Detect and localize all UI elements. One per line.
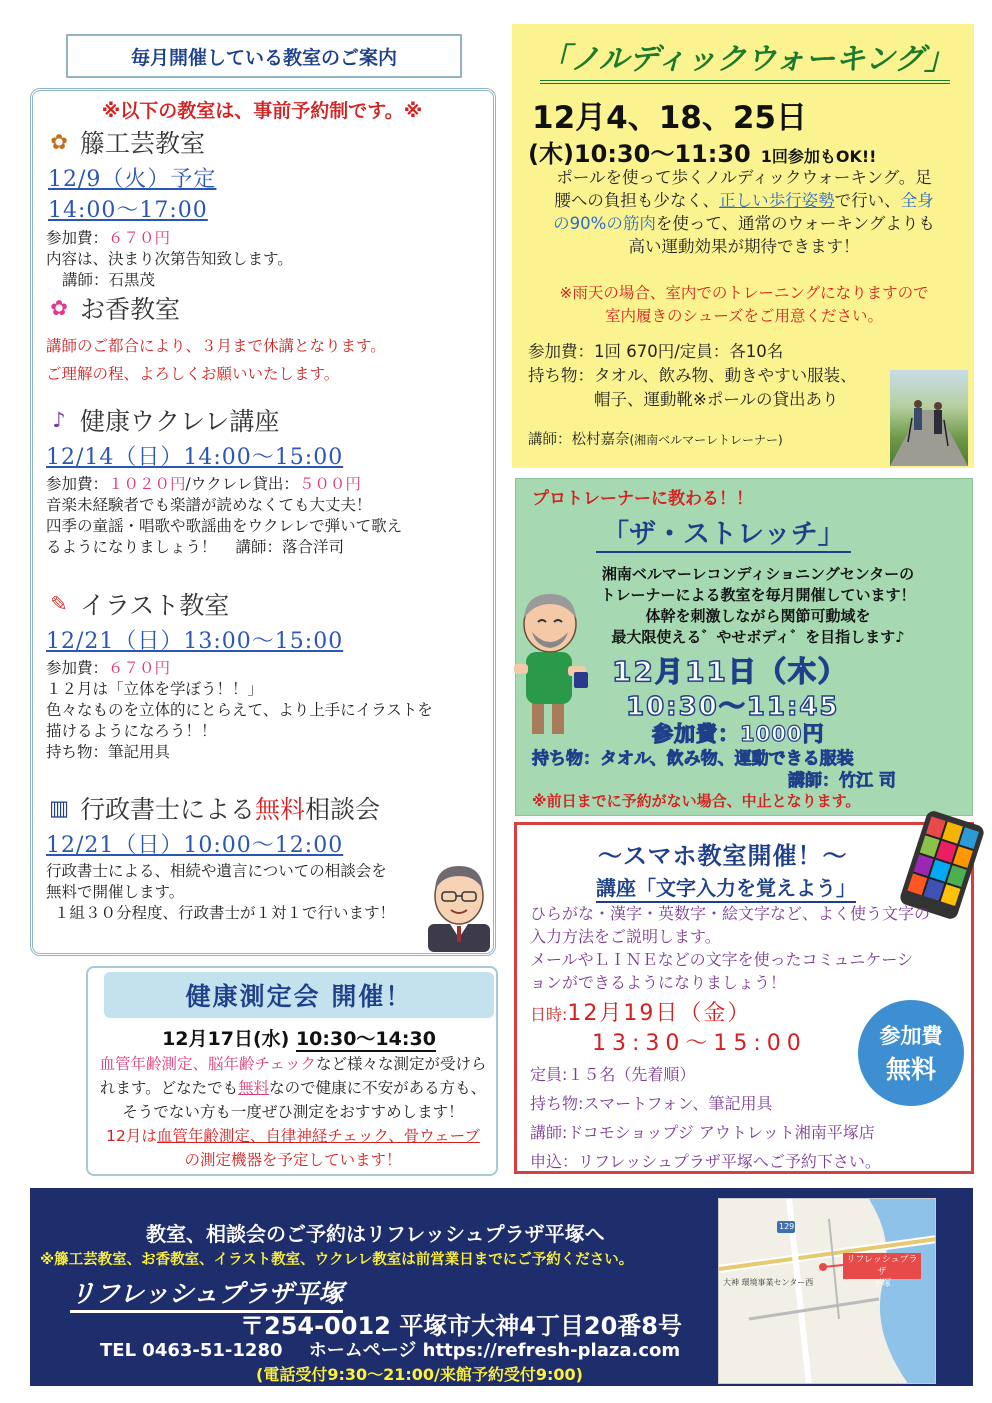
map-facility-label	[845, 1254, 919, 1290]
stretch-desc-line2: トレーナーによる教室を毎月開催しています！	[600, 586, 916, 604]
consult-desc-line1: 行政書士による、相続や遺言についての相談会を	[46, 862, 387, 880]
map-label-line1: リフレッシュプラザ	[846, 1255, 918, 1277]
health-desc-text: 12月は	[106, 1127, 157, 1145]
smartphone-instructor: 講師:ドコモショップジ アウトレット湘南平塚店	[530, 1123, 875, 1142]
nordic-items-line1: 持ち物：タオル、飲み物、動きやすい服装、	[528, 366, 857, 385]
smartphone-date-value: 12月19日（金）	[567, 1001, 752, 1026]
map-station-label: 大神 環境事業センター西	[723, 1278, 814, 1287]
footer-tel: TEL 0463-51-1280	[100, 1340, 283, 1361]
advisor-illustration	[424, 852, 494, 952]
map-label-line2: 平塚	[872, 1279, 891, 1289]
ukulele-desc-text: るようになりましょう！	[46, 538, 217, 556]
health-measurement-title: 健康測定会 開催！	[104, 972, 494, 1018]
nordic-note-line2: 室内履きのシューズをご用意ください。	[605, 307, 883, 325]
health-desc-line3: そうでない方も一度ぜひ測定をおすすめします！	[122, 1103, 464, 1121]
fee-value: ６７０円	[108, 659, 171, 677]
stretch-desc-line3: 体幹を刺激しながら関節可動域を	[645, 607, 871, 625]
consult-name-pre: 行政書士による	[80, 795, 256, 824]
illust-desc-line1: 色々なものを立体的にとらえて、より上手にイラストを	[46, 701, 433, 719]
fee-label: 参加費：	[46, 229, 109, 247]
nordic-walking-title: 「ノルディックウォーキング」	[540, 34, 950, 84]
smartphone-class-description	[530, 902, 960, 994]
illust-class-date: 12/21（日）13:00〜15:00	[46, 629, 344, 654]
nordic-note-line1: ※雨天の場合、室内でのトレーニングになりますので	[559, 284, 929, 302]
consult-block	[46, 790, 486, 924]
consult-name	[80, 790, 380, 826]
nordic-fee: 参加費：1回 670円/定員：各10名	[528, 342, 784, 361]
badge-line1: 参加費	[879, 1024, 943, 1048]
nordic-walking-description	[528, 166, 960, 258]
stretch-title: 「ザ・ストレッチ」	[596, 512, 851, 553]
ukulele-instructor: 講師：落合洋司	[235, 538, 344, 556]
nordic-rain-note	[528, 282, 960, 328]
footer-hours: (電話受付9:30〜21:00/来館予約受付9:00)	[256, 1365, 583, 1384]
flower-pink-icon: ✿	[50, 296, 68, 320]
nordic-desc-highlight: 全身	[900, 191, 934, 210]
illust-class-fee	[46, 658, 486, 679]
health-desc-free: 無料	[238, 1079, 270, 1097]
smartphone-capacity: 定員:１５名（先着順）	[530, 1065, 696, 1084]
ukulele-desc-line1: 音楽未経験者でも楽譜が読めなくても大丈夫！	[46, 496, 372, 514]
stretch-items: 持ち物：タオル、飲み物、運動できる服装	[532, 749, 854, 769]
smartphone-desc-line4: ョンができるようになりましょう！	[530, 973, 787, 992]
footer-reservation-note: ※籐工芸教室、お香教室、イラスト教室、ウクレレ教室は前営業日までにご予約ください。	[40, 1252, 634, 1268]
incense-class-name: お香教室	[80, 295, 181, 324]
nordic-walking-dates: 12月4、18、25日	[532, 100, 807, 136]
rattan-class-time: 14:00〜17:00	[48, 198, 208, 223]
smartphone-class-subtitle: 講座「文字入力を覚えよう」	[596, 872, 856, 903]
health-desc-text: など様々な測定が受けら	[316, 1055, 487, 1073]
rattan-class-block	[46, 124, 486, 291]
footer-reservation-heading: 教室、相談会のご予約はリフレッシュプラザ平塚へ	[146, 1222, 605, 1246]
smartphone-desc-line3: メールやＬＩＮＥなどの文字を使ったコミュニケーシ	[530, 950, 914, 969]
nordic-desc-highlight: 正しい歩行姿勢	[719, 191, 835, 210]
illust-items: 持ち物：筆記用具	[46, 743, 171, 761]
incense-notice-line1: 講師のご都合により、３月まで休講となります。	[46, 337, 386, 355]
nordic-items-line2: 帽子、運動靴※ポールの貸出あり	[594, 390, 839, 409]
smartphone-apply: 申込：リフレッシュプラザ平塚へご予約下さい。	[530, 1152, 881, 1171]
illust-desc-line2: 描けるようになろう！！	[46, 722, 217, 740]
illust-theme: １２月は「立体を学ぼう！！」	[46, 680, 264, 698]
ukulele-class-date: 12/14（日）14:00〜15:00	[46, 445, 344, 470]
ukulele-class-heading	[46, 402, 486, 438]
footer-address: 〒254-0012 平塚市大神4丁目20番8号	[240, 1312, 683, 1340]
smartphone-class-time: 13:30〜15:00	[592, 1031, 807, 1056]
consult-heading	[46, 790, 486, 826]
badge-line2: 無料	[885, 1055, 936, 1084]
guitar-icon: ♪	[52, 408, 66, 432]
consult-name-free: 無料	[255, 795, 306, 824]
ukulele-class-name: 健康ウクレレ講座	[80, 407, 280, 436]
fee-value: １０２０円	[108, 475, 186, 493]
free-admission-badge	[858, 1000, 964, 1106]
illust-class-block	[46, 586, 486, 763]
nordic-instructor-name: 講師：松村嘉奈	[528, 432, 630, 448]
smartphone-class-info	[530, 1060, 881, 1176]
walking-photo	[890, 370, 968, 466]
ukulele-desc-line3	[46, 537, 486, 558]
fee-label: 参加費：	[46, 659, 109, 677]
health-desc-line1	[92, 1052, 494, 1076]
nordic-desc-line4: 高い運動効果が期待できます！	[628, 237, 860, 256]
stretch-date: 12月11日（木）	[612, 655, 848, 688]
ukulele-class-fee	[46, 474, 486, 495]
nordic-desc-highlight: の90%の筋肉	[553, 214, 656, 233]
illust-class-name: イラスト教室	[80, 591, 230, 620]
health-desc-text: なので健康に不安がある方も、	[269, 1079, 487, 1097]
books-icon: ▥	[49, 796, 69, 820]
health-desc-line5: の測定機器を予定しています！	[184, 1151, 402, 1169]
incense-class-heading	[46, 290, 486, 326]
stretch-fee: 参加費：1000円	[652, 722, 825, 746]
consult-name-post: 相談会	[305, 795, 381, 824]
nordic-desc-line3	[528, 212, 960, 235]
nordic-time-value: (木)10:30〜11:30	[528, 140, 751, 168]
incense-notice-line2: ご理解の程、よろしくお願いいたします。	[46, 365, 340, 383]
nordic-instructor	[528, 428, 783, 449]
consult-date: 12/21（日）10:00〜12:00	[46, 833, 344, 858]
health-time-value: 10:30〜14:30	[295, 1028, 436, 1050]
nordic-desc-text: で行い、	[834, 191, 901, 210]
rattan-class-date: 12/9（火）予定	[48, 167, 217, 192]
rattan-class-content: 内容は、決まり次第告知致します。	[46, 250, 293, 268]
stretch-description	[590, 564, 926, 648]
consult-desc-line3: １組３０分程度、行政書士が１対１で行います！	[54, 904, 396, 922]
incense-class-block	[46, 290, 486, 384]
ukulele-class-block	[46, 402, 486, 558]
nordic-walking-time	[528, 134, 876, 169]
footer-homepage-link[interactable]: ホームページ https://refresh-plaza.com	[308, 1340, 681, 1361]
health-desc-devices: 血管年齢測定、自律神経チェック、骨ウェーブ	[156, 1127, 480, 1145]
nordic-desc-text: を使って、通常のウォーキングよりも	[655, 214, 935, 233]
reservation-note: ※以下の教室は、事前予約制です。※	[101, 100, 423, 122]
flower-icon: ✿	[50, 130, 68, 154]
rattan-class-instructor: 講師：石黒茂	[62, 271, 156, 289]
health-desc-line4	[92, 1124, 494, 1148]
illust-class-heading	[46, 586, 486, 622]
fee-label: 参加費：	[46, 475, 109, 493]
pencil-icon: ✎	[50, 592, 68, 616]
stretch-desc-line1: 湘南ベルマーレコンディショニングセンターの	[601, 565, 915, 583]
nordic-desc-line2	[528, 189, 960, 212]
rattan-class-heading	[46, 124, 486, 160]
nordic-desc-line1: ポールを使って歩くノルディックウォーキング。足	[556, 168, 932, 187]
stretch-time: 10:30〜11:45	[626, 692, 840, 722]
classes-section-title: 毎月開催している教室のご案内	[66, 34, 462, 78]
footer-contact	[100, 1336, 680, 1362]
access-map	[718, 1198, 936, 1384]
rattan-class-name: 籐工芸教室	[80, 129, 206, 158]
smartphone-desc-line2: 入力方法をご説明します。	[530, 927, 721, 946]
stretch-cancel-note: ※前日までに予約がない場合、中止となります。	[532, 792, 861, 810]
health-date-value: 12月17日(水)	[162, 1028, 296, 1050]
health-measurement-date	[104, 1024, 494, 1051]
health-desc-text: れます。どなたでも	[99, 1079, 239, 1097]
ukulele-desc-line2: 四季の童謡・唱歌や歌謡曲をウクレレで弾いて歌え	[46, 517, 403, 535]
footer-facility-name: リフレッシュプラザ平塚	[70, 1274, 343, 1313]
nordic-walking-info	[528, 340, 857, 412]
smartphone-date-label: 日時:	[530, 1005, 568, 1024]
map-route-label: 129	[779, 1222, 795, 1231]
stretch-tagline: プロトレーナーに教わる！！	[532, 489, 753, 509]
stretch-desc-line4: 最大限使える゛やせボディ゛を目指します♪	[611, 628, 905, 646]
rental-label: /ウクレレ貸出：	[185, 475, 299, 493]
consult-desc-line2: 無料で開催します。	[46, 883, 185, 901]
trainer-illustration	[512, 588, 592, 738]
smartphone-desc-line1: ひらがな・漢字・英数字・絵文字など、よく使う文字の	[530, 904, 931, 923]
nordic-instructor-org: (湘南ベルマーレトレーナー)	[629, 433, 783, 447]
nordic-once-ok: 1回参加もOK!!	[760, 147, 877, 166]
fee-value: ６７０円	[108, 229, 171, 247]
health-desc-highlight: 血管年齢測定、脳年齢チェック	[99, 1055, 317, 1073]
smartphone-items: 持ち物:スマートフォン、筆記用具	[530, 1094, 773, 1113]
smartphone-class-title: 〜スマホ教室開催！〜	[598, 842, 848, 870]
health-measurement-description	[92, 1052, 494, 1172]
rental-value: ５００円	[298, 475, 361, 493]
health-desc-line2	[92, 1076, 494, 1100]
nordic-desc-text: 腰への負担も少なく、	[554, 191, 720, 210]
rattan-class-fee	[46, 228, 486, 249]
smartphone-class-date	[530, 996, 751, 1027]
stretch-instructor: 講師：竹江 司	[788, 771, 896, 791]
